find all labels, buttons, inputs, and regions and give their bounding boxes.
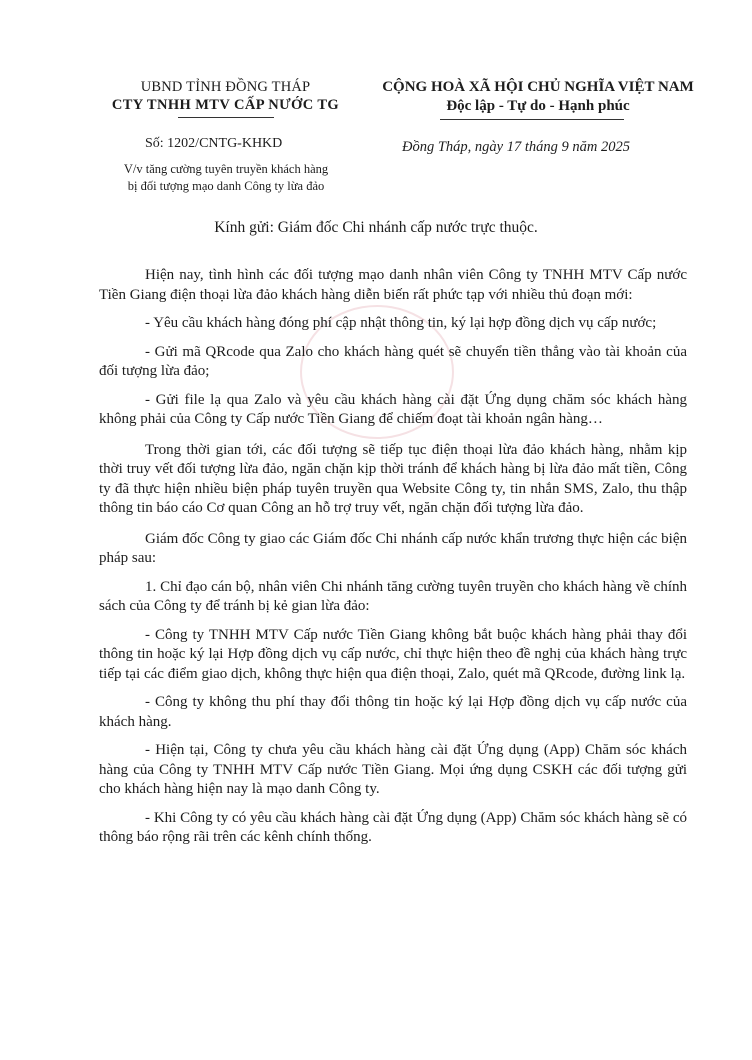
paragraph: - Khi Công ty có yêu cầu khách hàng cài đặt Ứng dụng (App) Chăm sóc khách hàng sẽ có thông báo rộng rãi trên các kênh chính thống. <box>99 809 687 845</box>
document-date: Đồng Tháp, ngày 17 tháng 9 năm 2025 <box>402 139 630 155</box>
paragraph: - Yêu cầu khách hàng đóng phí cập nhật thông tin, ký lại hợp đồng dịch vụ cấp nước; <box>145 315 657 331</box>
paragraph: - Công ty TNHH MTV Cấp nước Tiền Giang không bắt buộc khách hàng phải thay đổi thông tin hoặc ký lại Hợp đồng dịch vụ cấp nước, chỉ thực hiện theo đề nghị của khách hàng trực tiếp tại các điểm giao dịch, không thực hiện qua điện thoại, Zalo, quét mã QRcode, đường link lạ. <box>99 626 687 682</box>
issuing-organization <box>78 78 373 114</box>
paragraph: - Gửi mã QRcode qua Zalo cho khách hàng quét sẽ chuyển tiền thẳng vào tài khoản của đối tượng lừa đảo; <box>99 343 687 379</box>
recipient-line: Kính gửi: Giám đốc Chi nhánh cấp nước trực thuộc. <box>214 219 538 236</box>
paragraph: - Gửi file lạ qua Zalo và yêu cầu khách hàng cài đặt Ứng dụng chăm sóc khách hàng không phải của Công ty Cấp nước Tiền Giang để chiếm đoạt tài khoản ngân hàng… <box>99 391 687 427</box>
paragraph: 1. Chỉ đạo cán bộ, nhân viên Chi nhánh tăng cường tuyên truyền cho khách hàng về chính sách của Công ty để tránh bị kẻ gian lừa đảo: <box>99 578 687 614</box>
subject-line-2: bị đối tượng mạo danh Công ty lừa đảo <box>127 179 325 193</box>
org-line-1: UBND TỈNH ĐỒNG THÁP <box>140 79 311 95</box>
subject-line-1: V/v tăng cường tuyên truyền khách hàng <box>123 162 329 176</box>
nation-line-1: CỘNG HOÀ XÃ HỘI CHỦ NGHĨA VIỆT NAM <box>382 79 694 95</box>
paragraph: Hiện nay, tình hình các đối tượng mạo danh nhân viên Công ty TNHH MTV Cấp nước Tiền Giang điện thoại lừa đảo khách hàng diễn biến rất phức tạp với nhiều thủ đoạn mới: <box>99 267 687 303</box>
nation-line-2: Độc lập - Tự do - Hạnh phúc <box>446 98 630 114</box>
paragraph: Giám đốc Công ty giao các Giám đốc Chi nhánh cấp nước khẩn trương thực hiện các biện pháp sau: <box>99 530 687 566</box>
paragraph: - Công ty không thu phí thay đổi thông tin hoặc ký lại Hợp đồng dịch vụ cấp nước của khách hàng. <box>99 694 687 730</box>
paragraph: Trong thời gian tới, các đối tượng sẽ tiếp tục điện thoại lừa đảo khách hàng, nhằm kịp thời truy vết đối tượng lừa đảo, ngăn chặn kịp thời tránh để khách hàng bị lừa đảo mất tiền, Công ty đã thực hiện nhiều biện pháp tuyên truyền qua Website Công ty, tin nhắn SMS, Zalo, thu thập thông tin báo cáo Cơ quan Công an hỗ trợ truy vết, ngăn chặn đối tượng lừa đảo. <box>99 441 687 516</box>
motto-underline <box>440 119 624 120</box>
document-number: Số: 1202/CNTG-KHKD <box>145 136 283 151</box>
national-header <box>358 78 718 116</box>
document-body <box>99 266 687 857</box>
org-underline <box>178 117 274 118</box>
org-line-2: CTY TNHH MTV CẤP NƯỚC TG <box>111 97 340 113</box>
paragraph: - Hiện tại, Công ty chưa yêu cầu khách hàng cài đặt Ứng dụng (App) Chăm sóc khách hàng của Công ty TNHH MTV Cấp nước Tiền Giang. Mọi ứng dụng CSKH các đối tượng gửi cho khách hàng hiện nay là mạo danh Công ty. <box>99 742 687 797</box>
document-subject <box>96 161 356 195</box>
